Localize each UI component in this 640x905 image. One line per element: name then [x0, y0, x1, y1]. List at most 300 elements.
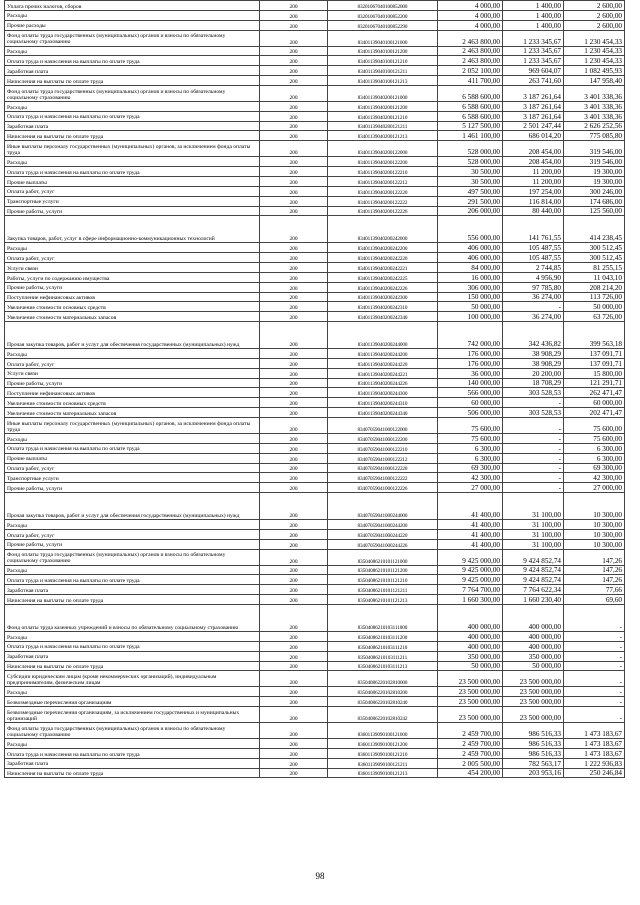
row-budget-code-cell: 83504086210103111000: [328, 604, 438, 631]
row-unexecuted-cell: 50 000,00: [564, 302, 625, 312]
table-row: [5, 101, 625, 111]
row-unexecuted-cell: 300 512,45: [564, 243, 625, 253]
row-executed-cell: 105 487,55: [503, 253, 564, 263]
row-unexecuted-cell: 414 238,45: [564, 216, 625, 243]
row-line-code-cell: 200: [260, 368, 328, 378]
row-name-cell: Расходы: [5, 46, 260, 56]
row-executed-cell: 303 528,53: [503, 388, 564, 398]
row-name-cell: Оплата труда и начисления на выплаты по оплате труда: [5, 111, 260, 121]
table-row: [5, 748, 625, 758]
row-unexecuted-cell: 147,26: [564, 565, 625, 575]
row-line-code-cell: 200: [260, 539, 328, 549]
row-approved-cell: 566 000,00: [438, 388, 503, 398]
row-approved-cell: 406 000,00: [438, 243, 503, 253]
row-executed-cell: 38 908,29: [503, 349, 564, 359]
row-name-cell: Безвозмездные перечисления организациям, за исключением государственных и муниципальных организаций: [5, 707, 260, 723]
table-row: [5, 739, 625, 749]
row-executed-cell: 20 200,00: [503, 368, 564, 378]
row-budget-code-cell: 83401139040200121211: [328, 121, 438, 131]
row-budget-code-cell: 83201067040100852200: [328, 10, 438, 20]
row-approved-cell: 400 000,00: [438, 604, 503, 631]
row-executed-cell: 50 000,00: [503, 661, 564, 671]
row-unexecuted-cell: 300 512,45: [564, 253, 625, 263]
table-row: [5, 349, 625, 359]
table-row: [5, 758, 625, 768]
row-executed-cell: 400 000,00: [503, 604, 564, 631]
row-budget-code-cell: 83401139040100121000: [328, 30, 438, 46]
row-unexecuted-cell: 262 471,47: [564, 388, 625, 398]
row-name-cell: Прочие работы, услуги: [5, 539, 260, 549]
row-approved-cell: 41 400,00: [438, 493, 503, 520]
row-approved-cell: 528 000,00: [438, 157, 503, 167]
row-name-cell: Увеличение стоимости основных средств: [5, 302, 260, 312]
row-approved-cell: 742 000,00: [438, 322, 503, 349]
row-executed-cell: 3 187 261,64: [503, 101, 564, 111]
row-approved-cell: 23 500 000,00: [438, 707, 503, 723]
row-name-cell: Уплата прочих налогов, сборов: [5, 1, 260, 11]
row-line-code-cell: 200: [260, 263, 328, 273]
row-line-code-cell: 200: [260, 443, 328, 453]
row-executed-cell: 141 761,55: [503, 216, 564, 243]
row-line-code-cell: 200: [260, 56, 328, 66]
row-unexecuted-cell: 6 300,00: [564, 443, 625, 453]
row-executed-cell: 203 953,16: [503, 768, 564, 778]
row-executed-cell: 400 000,00: [503, 631, 564, 641]
row-name-cell: Работы, услуги по содержанию имущества: [5, 272, 260, 282]
row-approved-cell: 6 588 600,00: [438, 111, 503, 121]
row-name-cell: Оплата труда и начисления на выплаты по оплате труда: [5, 443, 260, 453]
row-budget-code-cell: 83504086220102810000: [328, 671, 438, 687]
row-line-code-cell: 200: [260, 30, 328, 46]
row-unexecuted-cell: 3 401 338,36: [564, 111, 625, 121]
row-approved-cell: 497 500,00: [438, 186, 503, 196]
row-name-cell: Фонд оплаты труда государственных (муниципальных) органов и взносы по обязательному социальному страхованию: [5, 85, 260, 101]
table-row: [5, 443, 625, 453]
row-unexecuted-cell: 75 600,00: [564, 434, 625, 444]
row-unexecuted-cell: 2 600,00: [564, 20, 625, 30]
row-executed-cell: 23 500 000,00: [503, 707, 564, 723]
row-line-code-cell: 200: [260, 604, 328, 631]
row-budget-code-cell: 83407059041000244000: [328, 493, 438, 520]
table-row: [5, 111, 625, 121]
row-approved-cell: 16 000,00: [438, 272, 503, 282]
row-approved-cell: 176 000,00: [438, 358, 503, 368]
row-executed-cell: 38 908,29: [503, 358, 564, 368]
row-executed-cell: -: [503, 463, 564, 473]
row-line-code-cell: 200: [260, 1, 328, 11]
row-executed-cell: -: [503, 302, 564, 312]
row-budget-code-cell: 83504086210101121000: [328, 549, 438, 565]
row-unexecuted-cell: 63 726,00: [564, 312, 625, 322]
row-name-cell: Прочие расходы: [5, 20, 260, 30]
row-executed-cell: 105 487,55: [503, 243, 564, 253]
row-executed-cell: 36 274,00: [503, 292, 564, 302]
row-budget-code-cell: 83407059041000244200: [328, 520, 438, 530]
table-row: [5, 723, 625, 739]
row-executed-cell: 208 454,00: [503, 141, 564, 157]
row-unexecuted-cell: -: [564, 661, 625, 671]
row-executed-cell: 31 100,00: [503, 493, 564, 520]
row-line-code-cell: 200: [260, 272, 328, 282]
row-budget-code-cell: 83401139040100121210: [328, 56, 438, 66]
row-budget-code-cell: 83601139090100121000: [328, 723, 438, 739]
table-row: [5, 66, 625, 76]
row-name-cell: Поступление нефинансовых активов: [5, 388, 260, 398]
row-unexecuted-cell: -: [564, 631, 625, 641]
row-name-cell: Иные выплаты персоналу государственных (муниципальных) органов, за исключением фонда оплаты труда: [5, 418, 260, 434]
row-executed-cell: 1 400,00: [503, 1, 564, 11]
row-executed-cell: 263 741,60: [503, 76, 564, 86]
row-name-cell: Расходы: [5, 434, 260, 444]
row-executed-cell: 969 604,07: [503, 66, 564, 76]
row-name-cell: Закупка товаров, работ, услуг в сфере информационно-коммуникационных технологий: [5, 216, 260, 243]
row-name-cell: Прочая закупка товаров, работ и услуг для обеспечения государственных (муниципальных) нужд: [5, 493, 260, 520]
row-budget-code-cell: 83401139040100121211: [328, 66, 438, 76]
row-budget-code-cell: 83401139040100121200: [328, 46, 438, 56]
table-row: [5, 121, 625, 131]
row-unexecuted-cell: 319 546,00: [564, 141, 625, 157]
row-name-cell: Оплата труда и начисления на выплаты по оплате труда: [5, 56, 260, 66]
table-row: [5, 549, 625, 565]
row-budget-code-cell: 83407059041000244226: [328, 539, 438, 549]
row-unexecuted-cell: -: [564, 641, 625, 651]
row-line-code-cell: 200: [260, 282, 328, 292]
table-row: [5, 651, 625, 661]
table-row: [5, 493, 625, 520]
row-executed-cell: 986 516,33: [503, 748, 564, 758]
table-row: [5, 196, 625, 206]
table-row: [5, 167, 625, 177]
row-name-cell: Оплата труда и начисления на выплаты по оплате труда: [5, 748, 260, 758]
row-executed-cell: 116 814,00: [503, 196, 564, 206]
row-line-code-cell: 200: [260, 176, 328, 186]
row-unexecuted-cell: 250 246,84: [564, 768, 625, 778]
row-name-cell: Оплата работ, услуг: [5, 358, 260, 368]
row-name-cell: Оплата работ, услуг: [5, 463, 260, 473]
table-body: [5, 1, 625, 778]
row-name-cell: Прочие выплаты: [5, 453, 260, 463]
row-unexecuted-cell: 19 300,00: [564, 167, 625, 177]
row-name-cell: Иные выплаты персоналу государственных (муниципальных) органов, за исключением фонда оплаты труда: [5, 141, 260, 157]
row-name-cell: Расходы: [5, 565, 260, 575]
row-line-code-cell: 200: [260, 157, 328, 167]
row-name-cell: Прочие работы, услуги: [5, 483, 260, 493]
row-budget-code-cell: 83401139040200242300: [328, 292, 438, 302]
row-unexecuted-cell: 27 000,00: [564, 483, 625, 493]
row-executed-cell: 80 440,00: [503, 206, 564, 216]
row-name-cell: Прочие выплаты: [5, 176, 260, 186]
row-unexecuted-cell: 174 686,00: [564, 196, 625, 206]
row-executed-cell: 1 660 230,40: [503, 595, 564, 605]
row-approved-cell: 6 300,00: [438, 453, 503, 463]
row-line-code-cell: 200: [260, 388, 328, 398]
row-name-cell: Увеличение стоимости материальных запасов: [5, 408, 260, 418]
row-approved-cell: 350 000,00: [438, 651, 503, 661]
row-name-cell: Прочая закупка товаров, работ и услуг для обеспечения государственных (муниципальных) нужд: [5, 322, 260, 349]
row-name-cell: Заработная плата: [5, 651, 260, 661]
row-executed-cell: 2 501 247,44: [503, 121, 564, 131]
row-unexecuted-cell: 1 230 454,33: [564, 30, 625, 46]
row-line-code-cell: 200: [260, 121, 328, 131]
row-unexecuted-cell: 137 091,71: [564, 358, 625, 368]
row-name-cell: Транспортные услуги: [5, 473, 260, 483]
row-line-code-cell: 200: [260, 349, 328, 359]
row-name-cell: Оплата труда и начисления на выплаты по оплате труда: [5, 575, 260, 585]
row-unexecuted-cell: 3 401 338,36: [564, 101, 625, 111]
row-name-cell: Оплата работ, услуг: [5, 529, 260, 539]
row-unexecuted-cell: -: [564, 651, 625, 661]
table-row: [5, 358, 625, 368]
row-line-code-cell: 200: [260, 739, 328, 749]
row-unexecuted-cell: 1 082 495,93: [564, 66, 625, 76]
row-approved-cell: 100 000,00: [438, 312, 503, 322]
row-line-code-cell: 200: [260, 408, 328, 418]
row-approved-cell: 75 600,00: [438, 418, 503, 434]
row-budget-code-cell: 83401139040200242226: [328, 282, 438, 292]
row-unexecuted-cell: 1 473 183,67: [564, 748, 625, 758]
row-line-code-cell: 200: [260, 493, 328, 520]
row-executed-cell: 400 000,00: [503, 641, 564, 651]
row-line-code-cell: 200: [260, 758, 328, 768]
row-executed-cell: 7 764 622,34: [503, 585, 564, 595]
row-approved-cell: 454 200,00: [438, 768, 503, 778]
table-row: [5, 483, 625, 493]
row-budget-code-cell: 83401139040200122212: [328, 176, 438, 186]
row-line-code-cell: 200: [260, 473, 328, 483]
table-row: [5, 378, 625, 388]
row-budget-code-cell: 83601139090100121213: [328, 768, 438, 778]
table-row: [5, 206, 625, 216]
row-approved-cell: 6 588 600,00: [438, 85, 503, 101]
row-budget-code-cell: 83407059041000122200: [328, 434, 438, 444]
row-unexecuted-cell: 75 600,00: [564, 418, 625, 434]
row-budget-code-cell: 83504086210103111210: [328, 641, 438, 651]
row-budget-code-cell: 83401139040200242310: [328, 302, 438, 312]
row-unexecuted-cell: 1 473 183,67: [564, 723, 625, 739]
row-name-cell: Оплата работ, услуг: [5, 186, 260, 196]
row-unexecuted-cell: 2 600,00: [564, 1, 625, 11]
row-executed-cell: -: [503, 418, 564, 434]
row-executed-cell: 11 200,00: [503, 167, 564, 177]
row-name-cell: Прочие работы, услуги: [5, 206, 260, 216]
table-row: [5, 46, 625, 56]
row-name-cell: Прочие работы, услуги: [5, 378, 260, 388]
row-line-code-cell: 200: [260, 131, 328, 141]
row-budget-code-cell: 83401139040200244220: [328, 358, 438, 368]
table-row: [5, 595, 625, 605]
row-approved-cell: 2 459 700,00: [438, 723, 503, 739]
row-line-code-cell: 200: [260, 575, 328, 585]
row-unexecuted-cell: 6 300,00: [564, 453, 625, 463]
row-unexecuted-cell: 77,66: [564, 585, 625, 595]
row-approved-cell: 528 000,00: [438, 141, 503, 157]
row-approved-cell: 41 400,00: [438, 520, 503, 530]
row-unexecuted-cell: 69,60: [564, 595, 625, 605]
row-executed-cell: 4 956,90: [503, 272, 564, 282]
row-executed-cell: 1 233 345,67: [503, 46, 564, 56]
row-name-cell: Безвозмездные перечисления организациям: [5, 697, 260, 707]
table-row: [5, 368, 625, 378]
row-approved-cell: 36 000,00: [438, 368, 503, 378]
row-name-cell: Расходы: [5, 631, 260, 641]
row-approved-cell: 27 000,00: [438, 483, 503, 493]
row-name-cell: Фонд оплаты труда государственных (муниципальных) органов и взносы по обязательному социальному страхованию: [5, 723, 260, 739]
row-approved-cell: 50 000,00: [438, 661, 503, 671]
table-row: [5, 585, 625, 595]
row-line-code-cell: 200: [260, 595, 328, 605]
row-approved-cell: 2 459 700,00: [438, 739, 503, 749]
row-executed-cell: 18 708,29: [503, 378, 564, 388]
row-line-code-cell: 200: [260, 723, 328, 739]
row-line-code-cell: 200: [260, 85, 328, 101]
row-name-cell: Заработная плата: [5, 121, 260, 131]
row-line-code-cell: 200: [260, 453, 328, 463]
table-row: [5, 20, 625, 30]
row-budget-code-cell: 83504086210103111211: [328, 651, 438, 661]
row-approved-cell: 400 000,00: [438, 631, 503, 641]
row-executed-cell: 9 424 852,74: [503, 575, 564, 585]
row-budget-code-cell: 83401139040200122220: [328, 186, 438, 196]
row-budget-code-cell: 83407059041000244220: [328, 529, 438, 539]
table-row: [5, 1, 625, 11]
row-line-code-cell: 200: [260, 463, 328, 473]
row-executed-cell: 197 254,00: [503, 186, 564, 196]
row-executed-cell: 9 424 852,74: [503, 565, 564, 575]
row-name-cell: Расходы: [5, 243, 260, 253]
row-unexecuted-cell: 121 291,71: [564, 378, 625, 388]
row-budget-code-cell: 83401139040200244000: [328, 322, 438, 349]
row-budget-code-cell: 83401139040200244221: [328, 368, 438, 378]
row-unexecuted-cell: 1 222 936,83: [564, 758, 625, 768]
row-unexecuted-cell: 113 726,00: [564, 292, 625, 302]
row-line-code-cell: 200: [260, 549, 328, 565]
row-approved-cell: 1 660 300,00: [438, 595, 503, 605]
table-row: [5, 697, 625, 707]
row-executed-cell: -: [503, 483, 564, 493]
row-unexecuted-cell: -: [564, 697, 625, 707]
row-line-code-cell: 200: [260, 66, 328, 76]
row-name-cell: Фонд оплаты труда государственных (муниципальных) органов и взносы по обязательному социальному страхованию: [5, 549, 260, 565]
row-unexecuted-cell: 202 471,47: [564, 408, 625, 418]
row-line-code-cell: 200: [260, 206, 328, 216]
row-line-code-cell: 200: [260, 707, 328, 723]
row-budget-code-cell: 83401139040200242200: [328, 243, 438, 253]
row-line-code-cell: 200: [260, 216, 328, 243]
row-budget-code-cell: 83401139040200121213: [328, 131, 438, 141]
row-approved-cell: 60 000,00: [438, 398, 503, 408]
row-unexecuted-cell: 2 626 252,56: [564, 121, 625, 131]
row-line-code-cell: 200: [260, 312, 328, 322]
row-line-code-cell: 200: [260, 529, 328, 539]
table-row: [5, 463, 625, 473]
row-unexecuted-cell: 3 401 338,36: [564, 85, 625, 101]
row-line-code-cell: 200: [260, 101, 328, 111]
row-name-cell: Оплата труда и начисления на выплаты по оплате труда: [5, 641, 260, 651]
row-approved-cell: 23 500 000,00: [438, 687, 503, 697]
row-budget-code-cell: 83504086220102810240: [328, 697, 438, 707]
row-name-cell: Услуги связи: [5, 368, 260, 378]
row-budget-code-cell: 83504086210103111200: [328, 631, 438, 641]
row-unexecuted-cell: -: [564, 671, 625, 687]
row-unexecuted-cell: 300 246,00: [564, 186, 625, 196]
row-name-cell: Субсидии юридическим лицам (кроме некоммерческих организаций), индивидуальным предпринимателям, физическим лицам: [5, 671, 260, 687]
row-approved-cell: 4 000,00: [438, 1, 503, 11]
row-name-cell: Услуги связи: [5, 263, 260, 273]
row-line-code-cell: 200: [260, 631, 328, 641]
row-line-code-cell: 200: [260, 76, 328, 86]
row-approved-cell: 2 463 800,00: [438, 56, 503, 66]
row-line-code-cell: 200: [260, 697, 328, 707]
row-budget-code-cell: 83504086210101121211: [328, 585, 438, 595]
row-approved-cell: 2 005 500,00: [438, 758, 503, 768]
row-executed-cell: 36 274,00: [503, 312, 564, 322]
row-executed-cell: 686 014,20: [503, 131, 564, 141]
row-approved-cell: 69 300,00: [438, 463, 503, 473]
table-row: [5, 388, 625, 398]
row-unexecuted-cell: 147 958,40: [564, 76, 625, 86]
row-name-cell: Заработная плата: [5, 585, 260, 595]
row-budget-code-cell: 83401139040200242225: [328, 272, 438, 282]
table-row: [5, 768, 625, 778]
row-budget-code-cell: 83504086210101121213: [328, 595, 438, 605]
table-row: [5, 76, 625, 86]
table-row: [5, 565, 625, 575]
row-executed-cell: 23 500 000,00: [503, 697, 564, 707]
row-line-code-cell: 200: [260, 141, 328, 157]
row-budget-code-cell: 83504086220102810200: [328, 687, 438, 697]
row-approved-cell: 6 300,00: [438, 443, 503, 453]
row-approved-cell: 41 400,00: [438, 529, 503, 539]
row-line-code-cell: 200: [260, 585, 328, 595]
row-line-code-cell: 200: [260, 520, 328, 530]
row-approved-cell: 411 700,00: [438, 76, 503, 86]
row-approved-cell: 50 000,00: [438, 302, 503, 312]
row-unexecuted-cell: 69 300,00: [564, 463, 625, 473]
row-budget-code-cell: 83201067040100852000: [328, 1, 438, 11]
table-row: [5, 292, 625, 302]
row-unexecuted-cell: 1 230 454,33: [564, 56, 625, 66]
row-approved-cell: 9 425 000,00: [438, 565, 503, 575]
page-number: 98: [315, 871, 325, 881]
row-line-code-cell: 200: [260, 292, 328, 302]
row-approved-cell: 41 400,00: [438, 539, 503, 549]
row-name-cell: Расходы: [5, 349, 260, 359]
row-line-code-cell: 200: [260, 418, 328, 434]
row-budget-code-cell: 83401139040200244310: [328, 398, 438, 408]
table-row: [5, 641, 625, 651]
table-row: [5, 56, 625, 66]
row-executed-cell: -: [503, 398, 564, 408]
row-approved-cell: 6 588 600,00: [438, 101, 503, 111]
row-approved-cell: 23 500 000,00: [438, 671, 503, 687]
row-name-cell: Транспортные услуги: [5, 196, 260, 206]
table-row: [5, 85, 625, 101]
row-line-code-cell: 200: [260, 243, 328, 253]
table-row: [5, 631, 625, 641]
row-line-code-cell: 200: [260, 111, 328, 121]
row-budget-code-cell: 83401139040200244340: [328, 408, 438, 418]
row-approved-cell: 176 000,00: [438, 349, 503, 359]
row-name-cell: Расходы: [5, 101, 260, 111]
row-budget-code-cell: 83401139040200121210: [328, 111, 438, 121]
row-unexecuted-cell: -: [564, 707, 625, 723]
row-name-cell: Заработная плата: [5, 66, 260, 76]
row-budget-code-cell: 83401139040200122000: [328, 141, 438, 157]
row-executed-cell: 303 528,53: [503, 408, 564, 418]
row-name-cell: Начисления на выплаты по оплате труда: [5, 76, 260, 86]
table-row: [5, 473, 625, 483]
row-line-code-cell: 200: [260, 302, 328, 312]
